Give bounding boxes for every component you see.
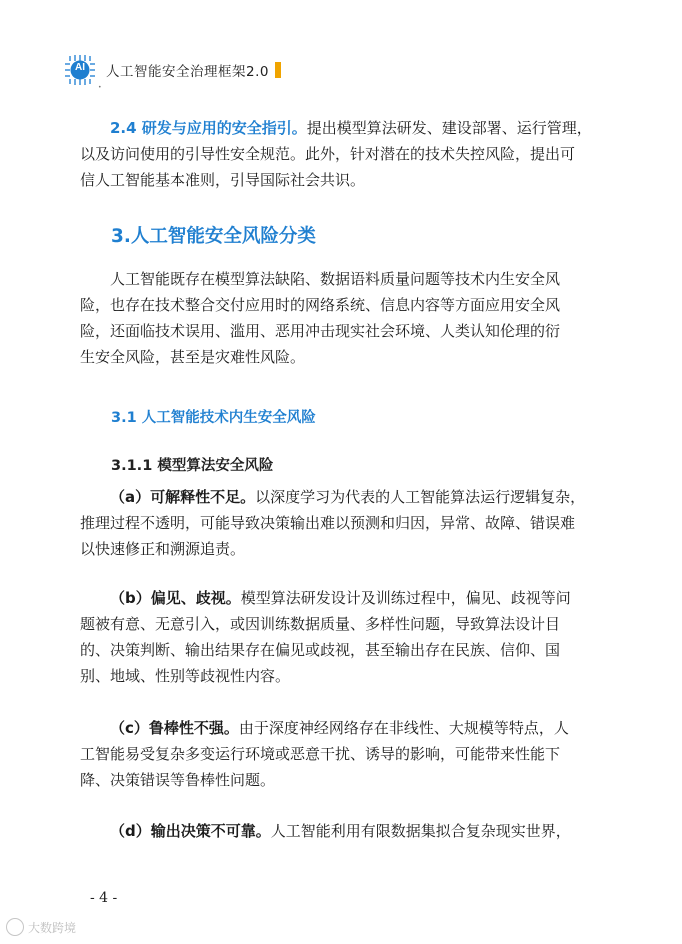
header-accent-bar <box>275 62 281 78</box>
text-line: 的、决策判断、输出结果存在偏见或歧视，甚至输出存在民族、信仰、国 <box>80 641 561 659</box>
text-line: 题被有意、无意引入，或因训练数据质量、多样性问题，导致算法设计目 <box>80 615 561 633</box>
text-line: 以快速修正和溯源追责。 <box>80 540 246 558</box>
item-c-paragraph <box>80 715 606 793</box>
section-2-4-lead: 2.4 研发与应用的安全指引。 <box>110 119 307 137</box>
text-line: 别、地域、性别等歧视性内容。 <box>80 667 291 685</box>
text-line: 以及访问使用的引导性安全规范。此外，针对潜在的技术失控风险，提出可 <box>80 145 576 163</box>
item-d-paragraph <box>80 818 606 844</box>
watermark <box>6 918 76 936</box>
item-a-lead: （a）可解释性不足。 <box>110 488 256 506</box>
intro-paragraph <box>80 266 606 370</box>
item-b-paragraph <box>80 585 606 689</box>
item-d-lead: （d）输出决策不可靠。 <box>110 822 271 840</box>
section-heading-3: 3.人工智能安全风险分类 <box>111 226 316 247</box>
text-line: 信人工智能基本准则，引导国际社会共识。 <box>80 171 366 189</box>
section-heading-3-1: 3.1 人工智能技术内生安全风险 <box>111 410 316 426</box>
watermark-logo-icon <box>6 918 24 936</box>
text-line: 提出模型算法研发、建设部署、运行管理， <box>306 119 592 137</box>
text-line: 模型算法研发设计及训练过程中，偏见、歧视等问 <box>240 589 571 607</box>
text-line: 人工智能利用有限数据集拟合复杂现实世界， <box>270 822 571 840</box>
text-line: 险，也存在技术整合交付应用时的网络系统、信息内容等方面应用安全风 <box>80 296 561 314</box>
watermark-text: 大数跨境 <box>28 920 77 935</box>
text-line: 降、决策错误等鲁棒性问题。 <box>80 771 276 789</box>
section-2-4-paragraph <box>80 115 606 193</box>
document-title: 人工智能安全治理框架2.0 <box>106 64 269 80</box>
document-header <box>62 52 281 88</box>
text-line: 以深度学习为代表的人工智能算法运行逻辑复杂， <box>255 488 586 506</box>
item-b-lead: （b）偏见、歧视。 <box>110 589 241 607</box>
text-line: 工智能易受复杂多变运行环境或恶意干扰、诱导的影响，可能带来性能下 <box>80 745 561 763</box>
item-a-paragraph <box>80 484 606 562</box>
section-heading-3-1-1: 3.1.1 模型算法安全风险 <box>111 458 274 474</box>
text-line: 推理过程不透明，可能导致决策输出难以预测和归因，异常、故障、错误难 <box>80 514 576 532</box>
text-line: 生安全风险，甚至是灾难性风险。 <box>80 348 306 366</box>
header-dot: • <box>98 84 102 91</box>
logo-text: AI <box>75 62 85 73</box>
ai-chip-logo-icon <box>62 52 98 88</box>
page-number: - 4 - <box>90 890 118 906</box>
item-c-lead: （c）鲁棒性不强。 <box>110 719 239 737</box>
text-line: 人工智能既存在模型算法缺陷、数据语料质量问题等技术内生安全风 <box>110 270 561 288</box>
text-line: 由于深度神经网络存在非线性、大规模等特点，人 <box>238 719 569 737</box>
text-line: 险，还面临技术误用、滥用、恶用冲击现实社会环境、人类认知伦理的衍 <box>80 322 561 340</box>
